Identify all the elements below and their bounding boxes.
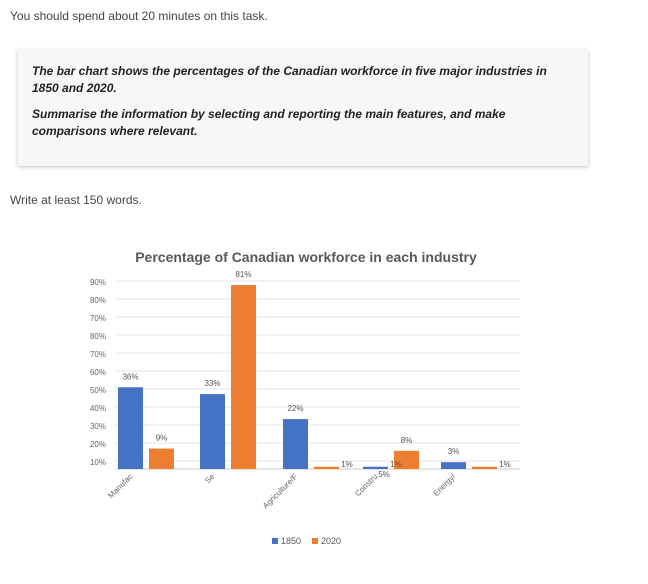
- bar-1850-2: [200, 394, 225, 469]
- bar-1850-1: [118, 387, 143, 469]
- bar-2020-3: [314, 467, 339, 469]
- data-label: 1%: [390, 460, 402, 469]
- y-tick-label: 90%: [89, 278, 106, 287]
- bar-2020-5: [472, 467, 497, 469]
- word-count-instruction: Write at least 150 words.: [10, 193, 142, 207]
- bar-2020-2: [231, 285, 256, 469]
- data-label: 8%: [400, 435, 413, 445]
- y-tick-label: 70%: [89, 350, 106, 359]
- task-prompt-description: The bar chart shows the percentages of the Canadian workforce in five major industries in 1850 and 2020.: [32, 64, 547, 95]
- y-tick-label: 50%: [89, 386, 106, 395]
- data-label: 36%: [122, 372, 139, 382]
- x-tick-label: Agriculture/F: [260, 472, 300, 511]
- y-tick-label: 80%: [89, 332, 106, 341]
- x-tick-label: Manufac: [106, 472, 135, 501]
- task-prompt-box: [18, 50, 588, 166]
- data-label: 9%: [155, 433, 168, 443]
- x-tick-label: Energy/: [431, 472, 458, 498]
- chart-svg: [0, 236, 648, 576]
- bar-chart: [0, 236, 648, 576]
- y-tick-label: 60%: [89, 368, 106, 377]
- bar-1850-4: [363, 467, 388, 469]
- y-tick-label: 80%: [89, 296, 106, 305]
- data-label: 22%: [287, 404, 304, 414]
- data-label-extra: 5%: [378, 470, 390, 479]
- task-prompt-instruction: Summarise the information by selecting and reporting the main features, and make comparisons where relevant.: [32, 107, 506, 138]
- y-tick-label: 20%: [89, 440, 106, 449]
- y-tick-label: 40%: [89, 404, 106, 413]
- bar-2020-1: [149, 449, 174, 469]
- y-tick-label: 10%: [89, 458, 106, 467]
- x-tick-label: Constru: [353, 472, 380, 499]
- legend-label: 2020: [321, 536, 342, 546]
- data-label: 81%: [235, 270, 252, 280]
- legend-swatch: [272, 538, 278, 544]
- data-label: 33%: [204, 379, 221, 389]
- bar-1850-3: [283, 419, 308, 469]
- legend-swatch: [312, 538, 318, 544]
- data-label: 3%: [447, 447, 460, 457]
- time-instruction: You should spend about 20 minutes on this task.: [10, 9, 268, 23]
- x-tick-label: Se: [203, 472, 217, 486]
- y-tick-label: 70%: [89, 314, 106, 323]
- y-tick-label: 30%: [89, 422, 106, 431]
- legend-label: 1850: [281, 536, 302, 546]
- chart-title: Percentage of Canadian workforce in each industry: [135, 249, 477, 265]
- data-label: 1%: [499, 460, 511, 469]
- data-label: 1%: [341, 460, 353, 469]
- bar-1850-5: [441, 462, 466, 469]
